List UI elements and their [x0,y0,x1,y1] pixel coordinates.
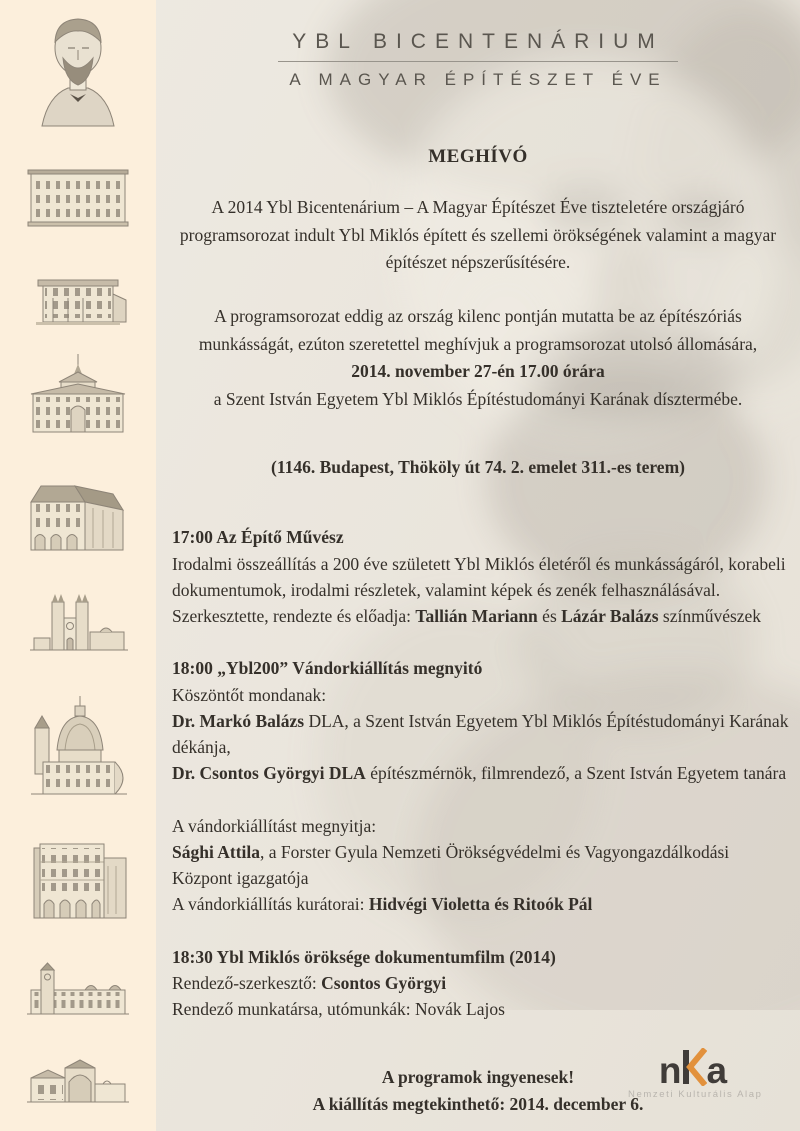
event-details-paragraph [166,303,790,358]
program-item-1830 [172,944,792,1023]
nka-caption: Nemzeti Kulturális Alap [628,1089,763,1100]
building-sketch-villa [28,272,128,330]
performer-name-2: Lázár Balázs [561,606,659,627]
building-sketch-basilica [23,692,133,804]
program-item-1700 [172,524,792,629]
program-1800-title: 18:00 „Ybl200” Vándorkiállítás megnyitó [172,658,483,679]
credits-prefix: Szerkesztette, rendezte és előadja: [172,606,416,627]
event-subtitle: A MAGYAR ÉPÍTÉSZET ÉVE [289,70,667,89]
building-sketch-railway-station [23,962,133,1020]
program-item-1800 [172,655,792,917]
building-sketch-market-hall [23,1054,133,1110]
building-sketch-customs-house [23,352,133,438]
masthead [164,30,792,90]
nka-logo [628,1048,763,1100]
credits-mid: és [537,606,562,627]
exhibition-open-note: A kiállítás megtekinthető: 2014. december 6. [312,1093,644,1114]
building-sketch-palace [23,164,133,232]
curators-names: Hidvégi Violetta és Ritoók Pál [368,894,593,915]
invitation-heading: MEGHÍVÓ [428,146,528,167]
program-1700-title: 17:00 Az Építő Művész [172,527,344,548]
opener-role: , a Forster Gyula Nemzeti Örökségvédelmi és Vagyongazdálkodási Központ igazgatója [172,841,730,889]
program-1700-credits [172,603,792,629]
event-date: 2014. november 27-én 17.00 órára [351,361,605,382]
program-1700-description: Irodalmi összeállítás a 200 éve született Ybl Miklós életéről és munkásságáról, korabeli dokumentumok, irodalmi részletek, valamint képek és zenék felhasználásával. [172,553,786,600]
program-schedule [172,524,792,1022]
credits-suffix: színművészek [658,606,762,627]
invitation-content [164,0,792,1117]
intro-paragraph: A 2014 Ybl Bicentenárium – A Magyar Építészet Éve tiszteletére országjáró programsorozat indult Ybl Miklós épített és szellemi örökségének valamint a magyar építészet népszerűsítésére. [179,197,777,273]
speaker-2-role: építészmérnök, filmrendező, a Szent István Egyetem tanára [365,763,787,784]
curators [172,891,792,917]
building-sketch-fot-church [26,592,131,668]
opener [172,839,792,892]
program-1830-title: 18:30 Ybl Miklós öröksége dokumentumfilm (2014) [172,946,556,967]
portrait-ybl-miklos [26,8,130,130]
nka-letter-k-icon [682,1048,707,1086]
opener-name: Sághi Attila [172,841,261,862]
event-venue: a Szent István Egyetem Ybl Miklós Építéstudományi Karának dísztermébe. [213,388,743,409]
speaker-1-role: DLA, a Szent István Egyetem Ybl Miklós Építéstudományi Karának dékánja, [172,710,789,758]
building-sketch-opera-house [23,470,133,558]
event-address: (1146. Budapest, Thököly út 74. 2. emelet 311.-es terem) [271,457,685,478]
exhibition-opening [172,813,792,918]
speaker-2 [172,760,792,786]
building-sketch-academy [26,838,131,926]
film-crew: Rendező munkatársa, utómunkák: Novák Lajos [172,999,505,1020]
director-name: Csontos Györgyi [321,972,447,993]
speaker-1 [172,708,792,761]
event-title: YBL BICENTENÁRIUM [292,30,664,53]
nka-letter-n: n [658,1050,682,1092]
director-label: Rendező-szerkesztő: [172,972,322,993]
illustration-column [0,0,156,1131]
speaker-1-name: Dr. Markó Balázs [172,710,305,731]
free-programs-note: A programok ingyenesek! [381,1067,575,1088]
details-text: A programsorozat eddig az ország kilenc pontján mutatta be az építészóriás munkásságát, ezúton szeretettel meghívjuk a programsorozat utolsó állomására, [198,305,758,354]
curators-label: A vándorkiállítás kurátorai: [172,894,369,915]
greeting-label: Köszöntőt mondanak: [172,684,327,705]
nka-wordmark [628,1048,758,1092]
opening-label: A vándorkiállítást megnyitja: [172,815,377,836]
speaker-2-name: Dr. Csontos Györgyi DLA [172,763,366,784]
masthead-divider [278,61,678,62]
nka-letter-a: a [706,1050,728,1092]
film-director [172,970,792,996]
performer-name-1: Tallián Mariann [415,606,538,627]
